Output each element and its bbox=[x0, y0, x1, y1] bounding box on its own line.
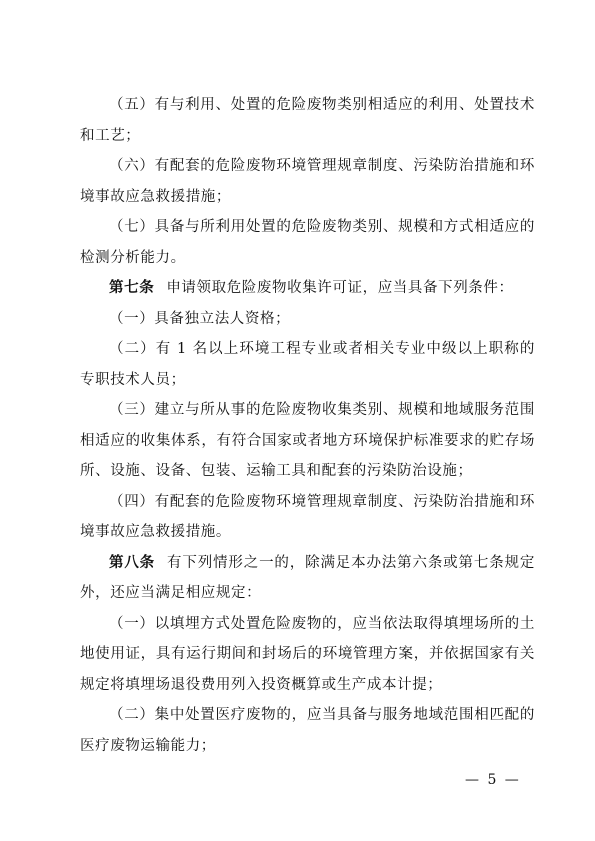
paragraph-6 bbox=[80, 151, 535, 212]
paragraph-text: （三）建立与所从事的危险废物收集类别、规模和地域服务范围相适应的收集体系，有符合国家或者地方环境保护标准要求的贮存场所、设施、设备、包装、运输工具和配套的污染防治设施； bbox=[80, 402, 535, 479]
paragraph-text: （五）有与利用、处置的危险废物类别相适应的利用、处置技术和工艺； bbox=[80, 97, 535, 144]
article-8-item-2 bbox=[80, 700, 535, 761]
paragraph-text: （七）具备与所利用处置的危险废物类别、规模和方式相适应的检测分析能力。 bbox=[80, 219, 535, 266]
article-title: 第七条 bbox=[109, 280, 155, 296]
article-title: 第八条 bbox=[109, 554, 156, 571]
paragraph-text: （四）有配套的危险废物环境管理规章制度、污染防治措施和环境事故应急救援措施。 bbox=[80, 493, 535, 540]
paragraph-text: 申请领取危险废物收集许可证，应当具备下列条件： bbox=[166, 280, 514, 296]
paragraph-text: （一）具备独立法人资格； bbox=[109, 310, 291, 327]
paragraph-text: （二）有 1 名以上环境工程专业或者相关专业中级以上职称的专职技术人员； bbox=[80, 341, 535, 388]
article-8 bbox=[80, 548, 535, 609]
paragraph-text: （六）有配套的危险废物环境管理规章制度、污染防治措施和环境事故应急救援措施； bbox=[80, 158, 535, 205]
paragraph-text: （一）以填埋方式处置危险废物的，应当依法取得填埋场所的土地使用证，具有运行期间和封场后的环境管理方案，并依据国家有关规定将填埋场退役费用列入投资概算或生产成本计提； bbox=[80, 615, 535, 693]
paragraph-text: 有下列情形之一的，除满足本办法第六条或第七条规定外，还应当满足相应规定： bbox=[80, 554, 535, 601]
article-7 bbox=[80, 273, 535, 304]
page-number: — 5 — bbox=[465, 772, 521, 788]
article-7-item-4 bbox=[80, 487, 535, 548]
article-7-item-2 bbox=[80, 334, 535, 395]
article-7-item-3 bbox=[80, 395, 535, 487]
article-7-item-1 bbox=[80, 304, 535, 335]
document-body bbox=[80, 90, 535, 761]
paragraph-text: （二）集中处置医疗废物的，应当具备与服务地域范围相匹配的医疗废物运输能力； bbox=[80, 707, 535, 754]
paragraph-7 bbox=[80, 212, 535, 273]
paragraph-5 bbox=[80, 90, 535, 151]
article-8-item-1 bbox=[80, 609, 535, 701]
